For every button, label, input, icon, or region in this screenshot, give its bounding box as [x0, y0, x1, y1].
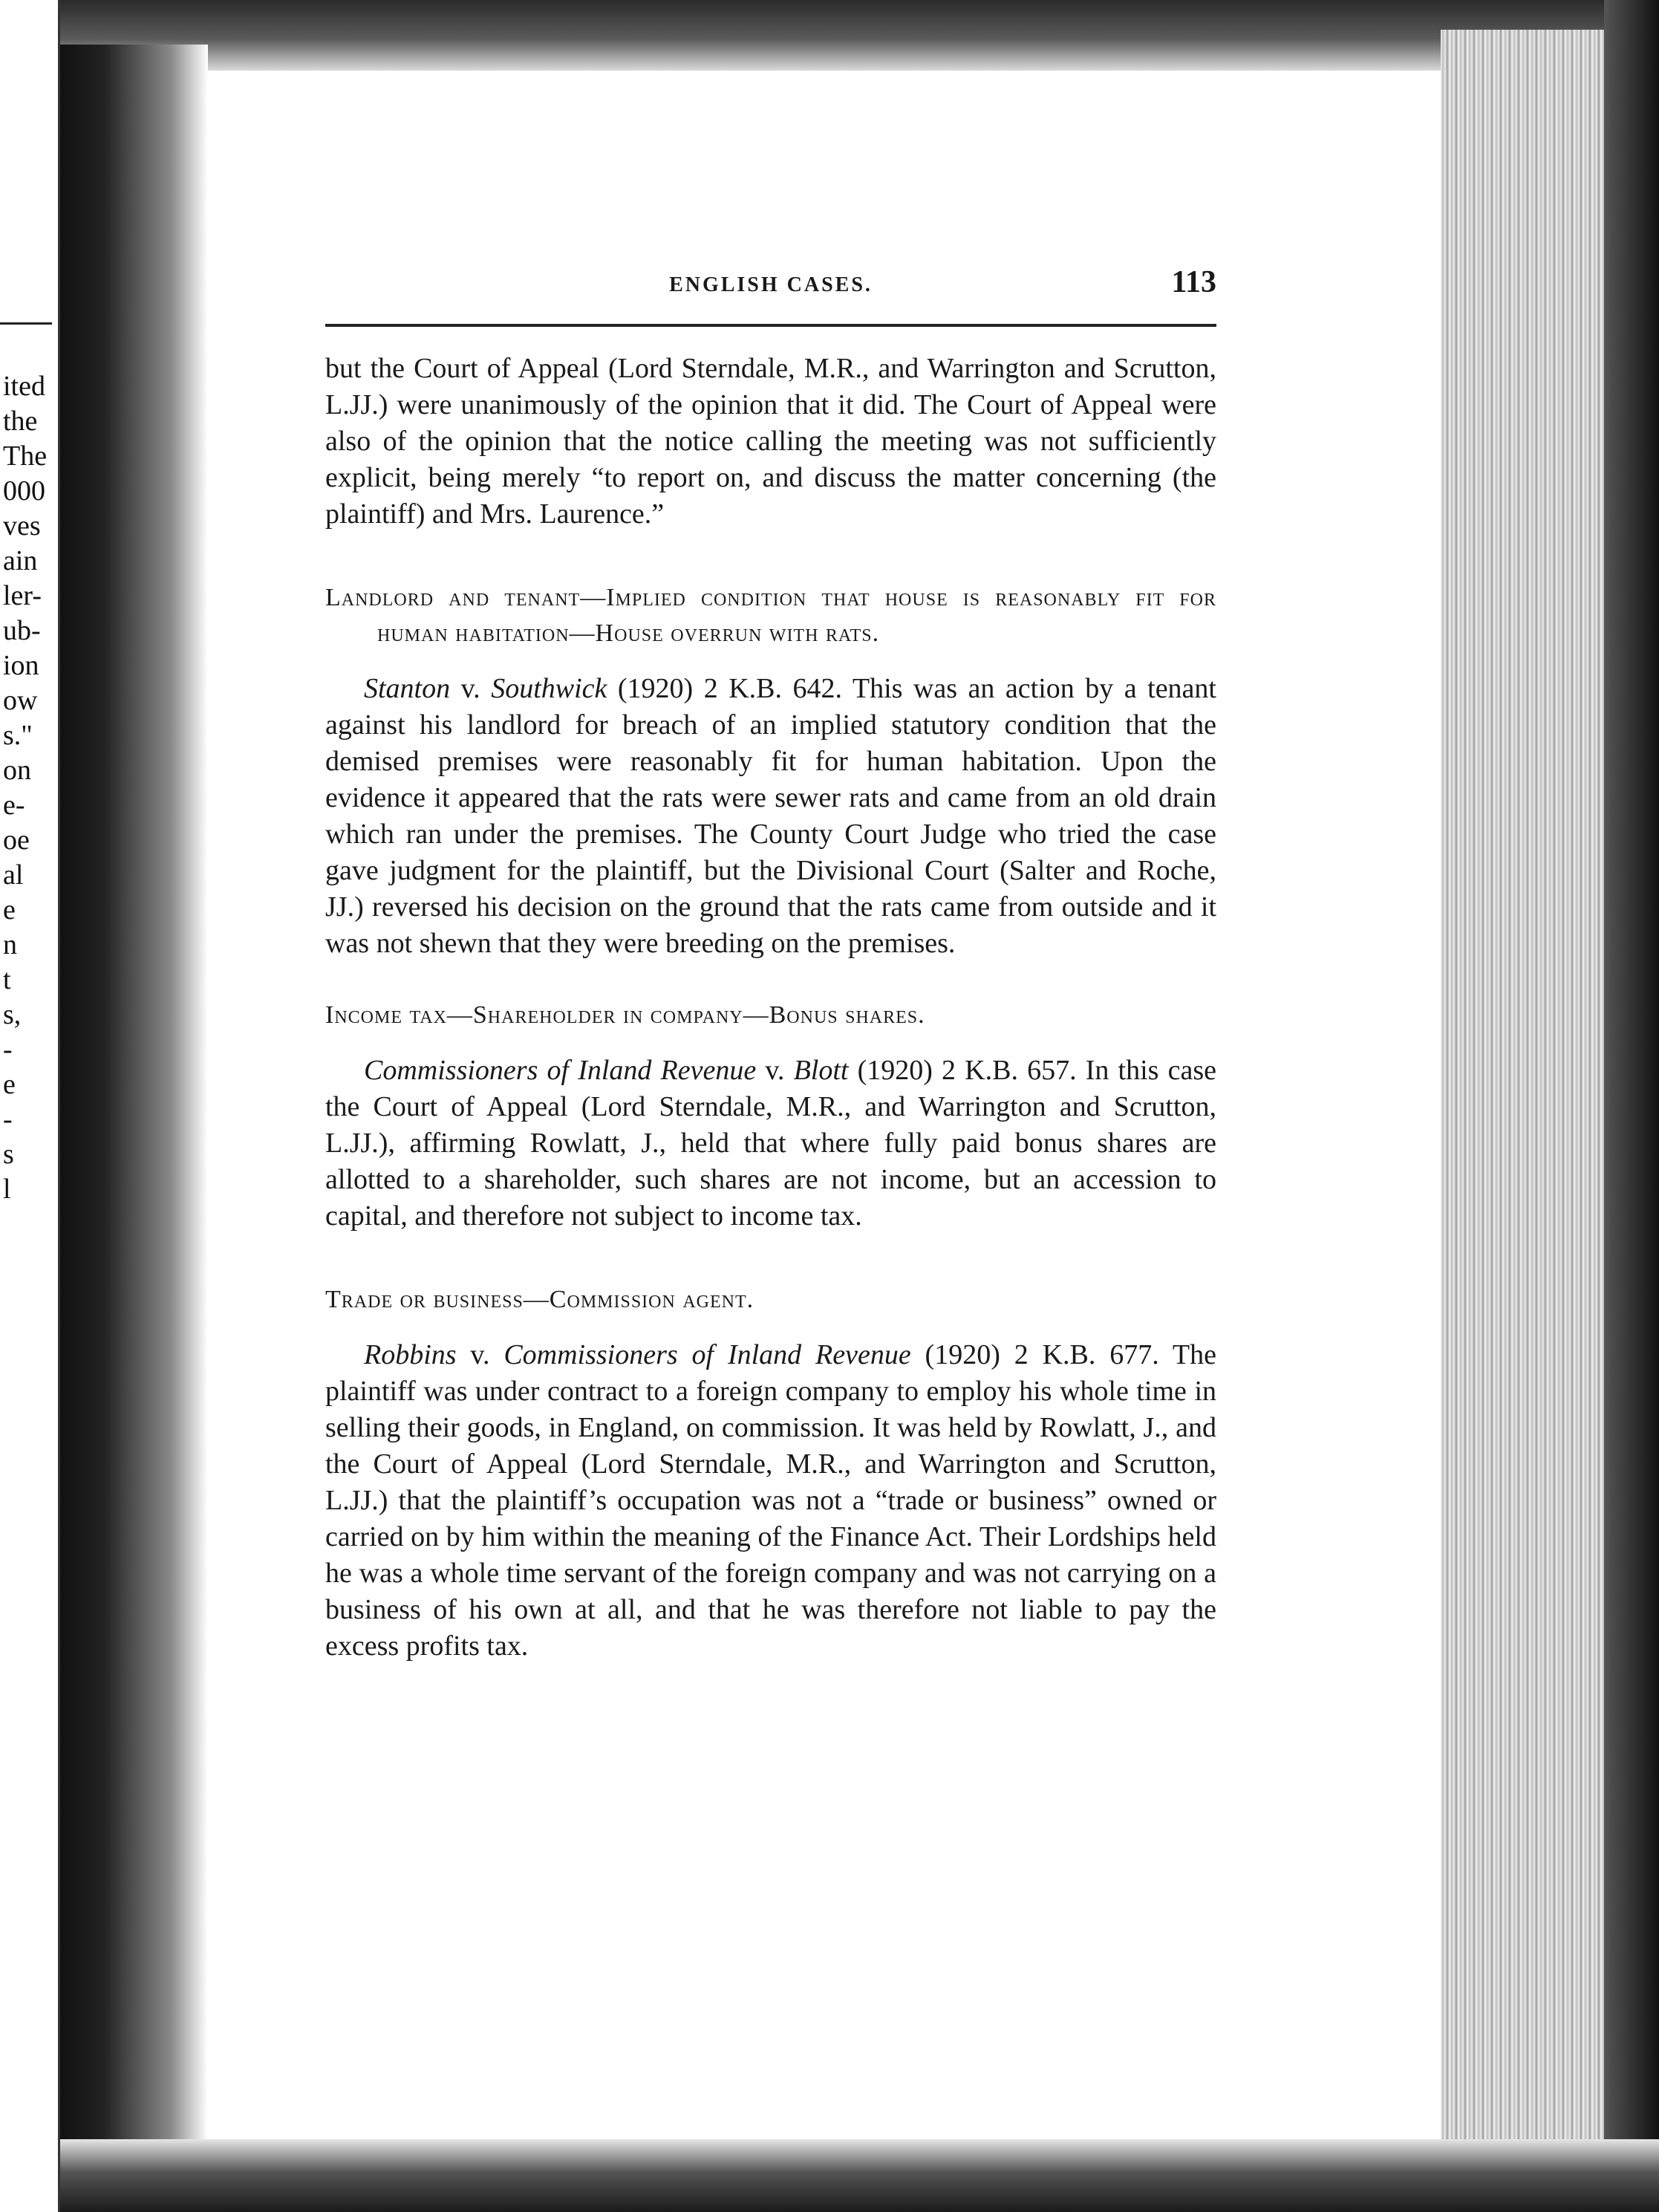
- scan-edge-right: [1604, 0, 1659, 2212]
- case-body: This was an action by a tenant against his landlord for breach of an implied statutory condition that the demised premises were reasonably fit for human habitation. Upon the evidence it appeared that the rats were sewer rats and came from an old drain which ran under the premises. The County Court Judge who tried the case gave judgment for the plaintiff, but the Divisional Court (Salter and Roche, JJ.) reversed his decision on the ground that the rats came from outside and it was not shewn that they were breeding on the premises.: [325, 673, 1216, 959]
- facing-page-line: l: [3, 1174, 11, 1205]
- facing-page-line: on: [3, 755, 31, 786]
- case-section: [325, 1282, 1216, 1665]
- facing-page-line: s: [3, 1139, 14, 1170]
- case-party-b: Southwick: [491, 673, 607, 704]
- facing-page-line: ow: [3, 685, 38, 716]
- facing-page-line: e: [3, 1069, 16, 1100]
- facing-page-rule: [0, 322, 52, 325]
- case-citation: (1920) 2 K.B. 657.: [848, 1055, 1077, 1086]
- case-section: [325, 580, 1216, 962]
- facing-page-line: ves: [3, 510, 41, 541]
- facing-page-line: ited: [3, 371, 45, 402]
- facing-page-strip: [0, 0, 60, 2212]
- opening-paragraph: but the Court of Appeal (Lord Sterndale, M.R., and Warrington and Scrutton, L.JJ.) were unanimously of the opinion that it did. The Court of Appeal were also of the opinion that the notice calling the meeting was not sufficiently explicit, being merely “to report on, and discuss the matter concerning (the plaintiff) and Mrs. Laurence.”: [325, 353, 1216, 530]
- facing-page-line: oe: [3, 824, 30, 856]
- case-paragraph: [325, 671, 1216, 962]
- facing-page-line: -: [3, 1104, 13, 1135]
- case-party-b: Commissioners of Inland Revenue: [503, 1339, 911, 1370]
- scan-edge-bottom: [59, 2139, 1659, 2212]
- case-paragraph: [325, 1053, 1216, 1235]
- facing-page-line: s,: [3, 999, 22, 1030]
- facing-page-line: the: [3, 406, 38, 437]
- case-versus: v.: [756, 1055, 794, 1086]
- facing-page-line: 000: [3, 475, 45, 507]
- facing-page-line: s.": [3, 720, 33, 751]
- page-number: 113: [1171, 265, 1216, 299]
- facing-page-line: ain: [3, 545, 38, 576]
- facing-page-line: ler-: [3, 580, 42, 611]
- case-citation: (1920) 2 K.B. 642.: [607, 673, 843, 704]
- facing-page-line: ub-: [3, 615, 41, 646]
- facing-page-line: al: [3, 859, 24, 891]
- facing-page-line: -: [3, 1034, 13, 1065]
- case-paragraph: [325, 1337, 1216, 1665]
- facing-page-line: t: [3, 964, 11, 995]
- facing-page-line: n: [3, 929, 17, 960]
- running-head: ENGLISH CASES.: [669, 273, 873, 296]
- page-header: [325, 264, 1216, 310]
- case-citation: (1920) 2 K.B. 677.: [910, 1339, 1159, 1370]
- section-heading: Income tax—Shareholder in company—Bonus shares.: [325, 1001, 925, 1029]
- header-rule: [325, 324, 1216, 327]
- case-party-a: Commissioners of Inland Revenue: [364, 1055, 757, 1086]
- section-heading: Landlord and tenant—Implied condition that house is reasonably fit for human habitation—House overrun with rats.: [325, 584, 1216, 647]
- scan-edge-top: [0, 0, 1659, 71]
- case-versus: v.: [456, 1339, 504, 1370]
- binding-shadow: [59, 45, 208, 2212]
- facing-page-line: e: [3, 894, 16, 926]
- case-body: In this case the Court of Appeal (Lord Sterndale, M.R., and Warrington and Scrutton, L.JJ.), affirming Rowlatt, J., held that where fully paid bonus shares are allotted to a shareholder, such shares are not income, but an accession to capital, and therefore not subject to income tax.: [325, 1055, 1216, 1232]
- facing-page-line: The: [3, 440, 48, 472]
- facing-page-line: e-: [3, 790, 25, 821]
- case-party-a: Robbins: [364, 1339, 457, 1370]
- book-page: [325, 264, 1216, 1665]
- case-body: The plaintiff was under contract to a foreign company to employ his whole time in selling their goods, in England, on commission. It was held by Rowlatt, J., and the Court of Appeal (Lord Sterndale, M.R., and Warrington and Scrutton, L.JJ.) that the plaintiff’s occupation was not a “trade or business” owned or carried on by him within the meaning of the Finance Act. Their Lordships held he was a whole time servant of the foreign company and was not carrying on a business of his own at all, and that he was therefore not liable to pay the excess profits tax.: [325, 1339, 1216, 1662]
- case-section: [325, 998, 1216, 1235]
- case-versus: v.: [450, 673, 492, 704]
- case-party-a: Stanton: [364, 673, 451, 704]
- case-party-b: Blott: [793, 1055, 849, 1086]
- section-heading: Trade or business—Commission agent.: [325, 1286, 754, 1313]
- facing-page-line: ion: [3, 650, 39, 681]
